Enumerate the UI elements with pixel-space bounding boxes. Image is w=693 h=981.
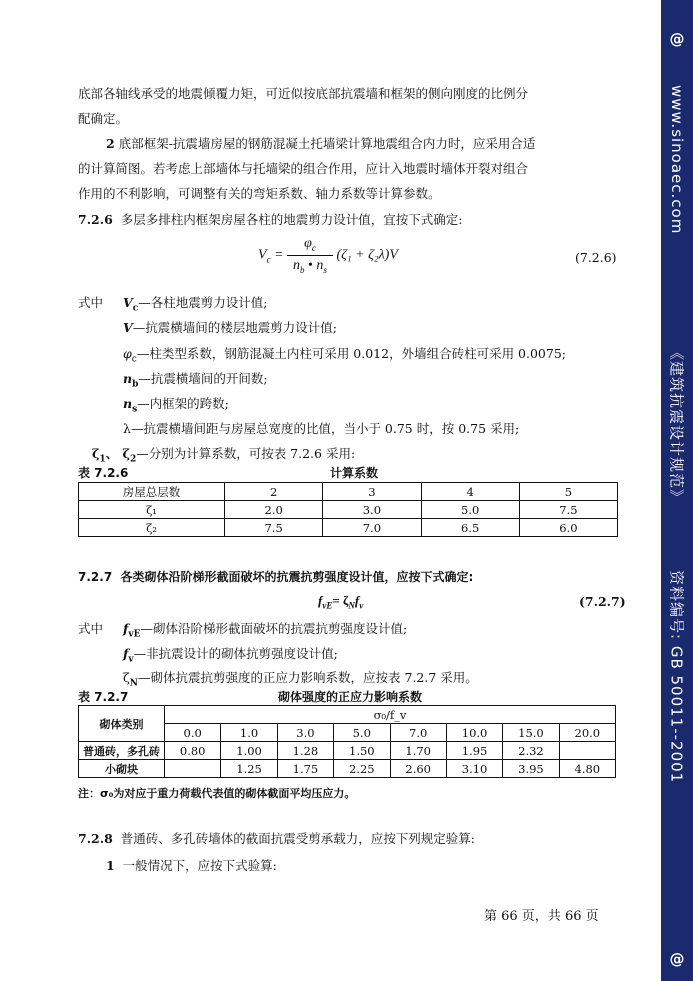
copyright-icon-top: @ (669, 30, 685, 48)
item-2: 2 底部框架-抗震墙房屋的钢筋混凝土托墙梁计算地震组合内力时，应采用合适 (106, 136, 536, 151)
formula-7-2-6: $V_c$ = $\frac{\varphi_c}{n_b • n_s}$ (ζ₁ + ζ₂λ)V (258, 236, 398, 275)
def-nb: $n_b—$抗震横墙间的开间数; (123, 371, 268, 390)
where-list-label: 式中 (78, 295, 104, 310)
table-row: 小砌块 1.25 1.75 2.25 2.60 3.10 3.95 4.80 (79, 760, 616, 778)
def-zeta: $\zeta_1$、 $\zeta_2—$分别为计算系数，可按表 7.2.6 采用: (92, 446, 356, 465)
table-7-2-7-title: 砌体强度的正应力影响系数 (278, 690, 423, 704)
text-line-1: 底部各轴线承受的地震倾覆力矩，可近似按底部抗震墙和框架的侧向刚度的比例分 (78, 86, 529, 101)
table-7-2-6 (78, 482, 618, 537)
def-lambda: λ—抗震横墙间距与房屋总宽度的比值，当小于 0.75 时，按 0.75 采用; (123, 421, 520, 436)
def-v: V—抗震横墙间的楼层地震剪力设计值; (123, 320, 337, 335)
sidebar-banner: @ www.sinoaec.com 《建筑抗震设计规范》 资料编号: GB 50011--2001 @ (661, 0, 693, 981)
equation-number-7-2-7: (7.2.7) (579, 594, 626, 609)
table-7-2-7 (78, 705, 616, 778)
table-row: 房屋总层数 2 3 4 5 (79, 483, 618, 501)
where-list-label-2: 式中 (78, 621, 104, 636)
item-1: 1 一般情况下，应按下式验算: (106, 858, 277, 873)
text-line-5: 作用的不利影响，可调整有关的弯矩系数、轴力系数等计算参数。 (78, 186, 441, 201)
table-7-2-6-label: 表 7.2.6 (78, 466, 129, 480)
page-footer: 第 66 页，共 66 页 (484, 909, 599, 924)
copyright-icon-bottom: @ (669, 950, 685, 968)
def-fv: $f_v—$非抗震设计的砌体抗剪强度设计值; (123, 646, 338, 665)
table-row: 0.0 1.0 3.0 5.0 7.0 10.0 15.0 20.0 (79, 724, 616, 742)
def-phi: $\varphi_c—$柱类型系数，钢筋混凝土内柱可采用 0.012，外墙组合砖柱可采用 0.0075; (123, 346, 566, 365)
def-zeta-n: $\zeta_N—$砌体抗震抗剪强度的正应力影响系数，应按表 7.2.7 采用。 (123, 670, 478, 689)
section-7-2-8: 7.2.8 普通砖、多孔砖墙体的截面抗震受剪承载力，应按下列规定验算: (78, 831, 475, 846)
equation-number-7-2-6: (7.2.6) (575, 250, 617, 265)
table-row: 普通砖，多孔砖 0.80 1.00 1.28 1.50 1.70 1.95 2.32 (79, 742, 616, 760)
section-7-2-7: 7.2.7 各类砌体沿阶梯形截面破坏的抗震抗剪强度设计值，应按下式确定: (78, 570, 474, 584)
formula-7-2-7: $f_{vE}= \zeta_Nf_v$ (318, 593, 364, 611)
def-ns: $n_s—$内框架的跨数; (123, 396, 229, 415)
table-7-2-6-title: 计算系数 (330, 466, 379, 480)
table-row: ζ₂ 7.5 7.0 6.5 6.0 (79, 519, 618, 537)
text-line-4: 的计算简图。若考虑上部墙体与托墙梁的组合作用，应计入地震时墙体开裂对组合 (78, 161, 529, 176)
table-row: ζ₁ 2.0 3.0 5.0 7.5 (79, 501, 618, 519)
def-fve: $f_{vE}—$砌体沿阶梯形截面破坏的抗震抗剪强度设计值; (123, 621, 408, 640)
def-vc: $V_c—$各柱地震剪力设计值; (123, 295, 268, 314)
text-line-2: 配确定。 (78, 111, 129, 126)
table-7-2-7-label: 表 7.2.7 (78, 690, 129, 704)
section-7-2-6: 7.2.6 多层多排柱内框架房屋各柱的地震剪力设计值，宜按下式确定: (78, 212, 463, 227)
table-row: 砌体类别 σ₀/f_v (79, 706, 616, 724)
table-7-2-7-note: 注：σ₀为对应于重力荷载代表值的砌体截面平均压应力。 (78, 787, 356, 800)
